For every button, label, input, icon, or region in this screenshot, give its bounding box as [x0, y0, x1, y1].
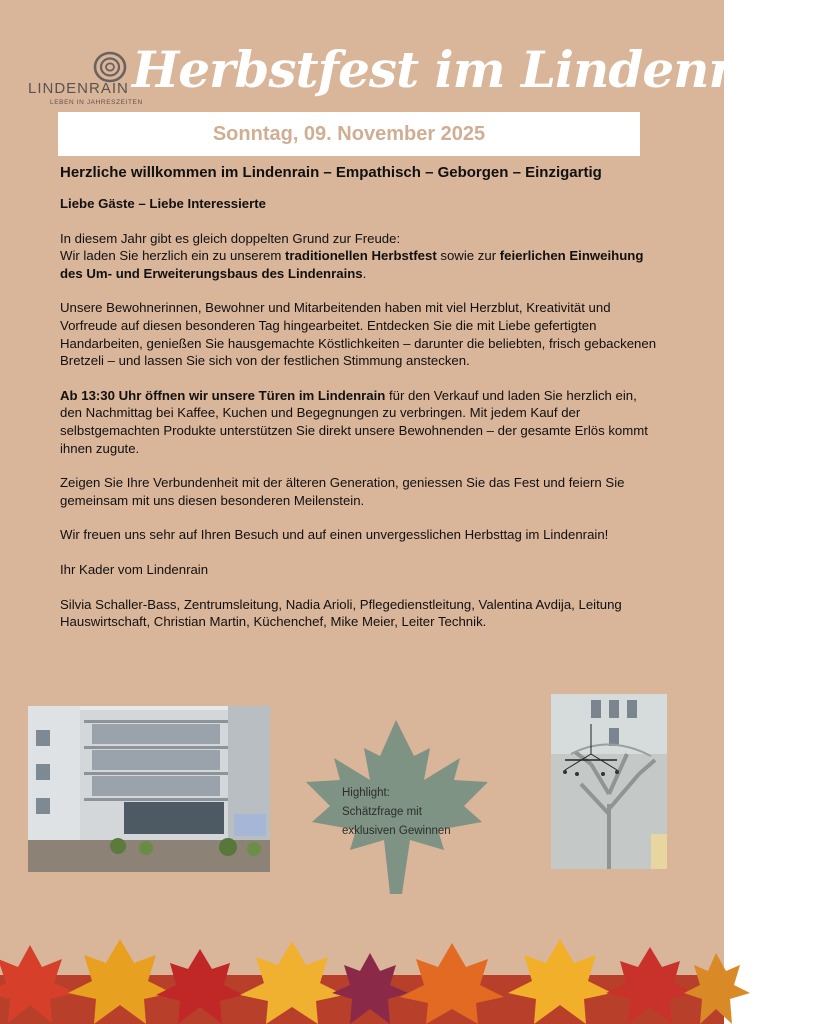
autumn-leaves-border [0, 935, 724, 1024]
paragraph-preparation: Unsere Bewohnerinnen, Bewohner und Mitarbeitenden haben mit viel Herzblut, Kreativität und Vorfreude auf diesen besonderen Tag hingearbeitet. Entdecken Sie die mit Liebe gefertigten Handarbeiten, genießen Sie hausgemachte Köstlichkeiten – darunter die beliebten, frisch gebackenen Bretzeli – und lassen Sie sich von der festlichen Stimmung anstecken. [60, 300, 657, 369]
intro-end: . [362, 265, 367, 281]
event-date: Sonntag, 09. November 2025 [212, 123, 486, 145]
date-banner [58, 112, 640, 156]
paragraph-connection: Zeigen Sie Ihre Verbundenheit mit der älteren Generation, geniessen Sie das Fest und feiern Sie gemeinsam mit uns diesen besonderen Meilenstein. [60, 475, 625, 508]
lindenrain-logo [28, 48, 148, 118]
logo-tagline: LEBEN IN JAHRESZEITEN [50, 99, 143, 106]
letter-body [60, 163, 660, 648]
highlight-callout [342, 784, 492, 841]
highlight-label: Highlight: [342, 787, 390, 799]
opening-text: für den Verkauf und laden Sie herzlich ein, den Nachmittag bei Kaffee, Kuchen und Begegnungen zu verbringen. Mit jedem Kauf der selbstgemachten Produkte unterstützen Sie direkt unsere Bewohnenden – der gesamte Erlös kommt ihnen zugute. [60, 387, 648, 456]
paragraph-intro [60, 230, 660, 283]
paragraph-closing: Wir freuen uns sehr auf Ihren Besuch und auf einen unvergesslichen Herbsttag im Lindenrain! [60, 527, 609, 543]
highlight-text-2: exklusiven Gewinnen [342, 825, 451, 837]
highlight-text-1: Schätzfrage mit [342, 806, 422, 818]
paragraph-opening [60, 387, 660, 457]
building-photo [28, 706, 270, 872]
logo-name: LINDENRAIN [28, 80, 129, 97]
greeting: Liebe Gäste – Liebe Interessierte [60, 196, 266, 211]
swirl-logo-icon [90, 50, 130, 84]
welcome-heading: Herzliche willkommen im Lindenrain – Empathisch – Geborgen – Einzigartig [60, 164, 602, 181]
intro-line: In diesem Jahr gibt es gleich doppelten Grund zur Freude: [60, 230, 401, 246]
signoff: Ihr Kader vom Lindenrain [60, 561, 209, 577]
interior-tree-photo [551, 694, 667, 869]
intro-text-mid: sowie zur [436, 248, 500, 264]
staff-list: Silvia Schaller-Bass, Zentrumsleitung, Nadia Arioli, Pflegedienstleitung, Valentina Avdija, Leitung Hauswirtschaft, Christian Martin, Küchenchef, Mike Meier, Leiter Technik. [60, 596, 622, 630]
intro-bold-einweihung: feierlichen Einweihung des Um- und Erweiterungsbaus des Lindenrains [60, 248, 644, 281]
page-title: Herbstfest im Lindenrain [132, 40, 819, 99]
opening-time-bold: Ab 13:30 Uhr öffnen wir unsere Türen im Lindenrain [60, 387, 386, 403]
intro-bold-herbstfest: traditionellen Herbstfest [285, 248, 437, 264]
intro-text: Wir laden Sie herzlich ein zu unserem [60, 248, 286, 264]
